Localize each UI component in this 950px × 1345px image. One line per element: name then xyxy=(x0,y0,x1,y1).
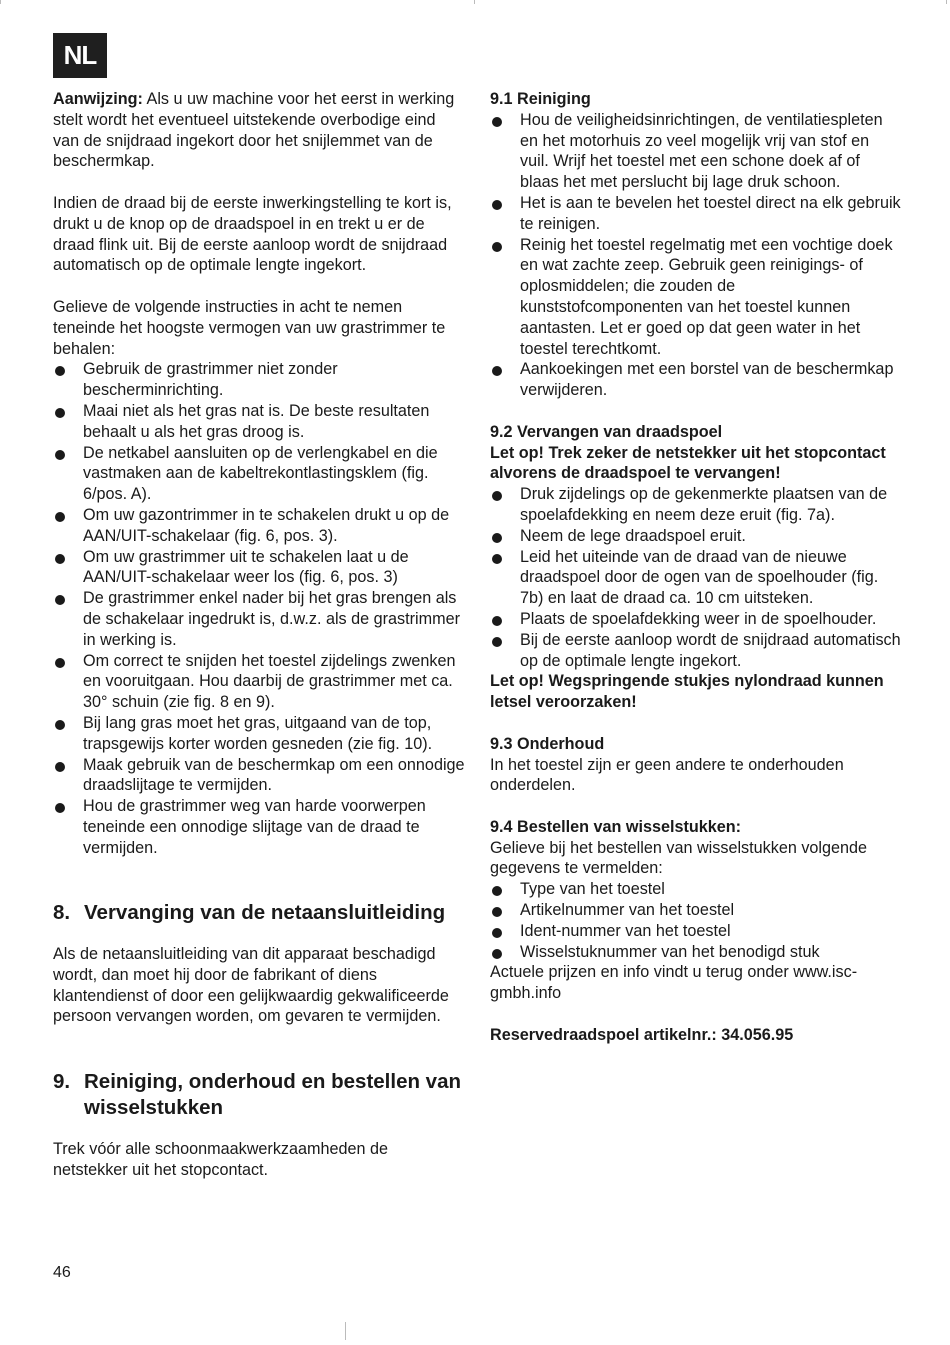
crop-mark xyxy=(474,0,475,4)
section-9-number: 9. xyxy=(53,1069,71,1093)
list-item: Leid het uiteinde van de draad van de nieuwe draadspoel door de ogen van de spoelhouder (fig. 7b) en laat de draad ca. 10 cm uitsteken. xyxy=(490,547,902,609)
instructions-list xyxy=(53,359,465,858)
ordering-list xyxy=(490,879,902,962)
spool-list xyxy=(490,484,902,671)
instructions-intro: Gelieve de volgende instructies in acht te nemen teneinde het hoogste vermogen van uw grastrimmer te behalen: xyxy=(53,297,446,358)
note-text: Als u uw machine voor het eerst in werking stelt wordt het eventueel uitstekende overbodige eind van de snijdraad ingekort door het snijlemmet van de beschermkap. xyxy=(53,90,455,171)
list-item: Om correct te snijden het toestel zijdelings zwenken en vooruitgaan. Hou daarbij de grastrimmer met ca. 30° schuin (zie fig. 8 en 9). xyxy=(53,651,465,713)
section-8-text: Als de netaansluitleiding van dit apparaat beschadigd wordt, dan moet hij door de fabrikant of diens klantendienst of door een gelijkwaardig gekwalificeerde persoon vervangen worden, om gevaren te vermijden. xyxy=(53,945,449,1026)
note-label: Aanwijzing: xyxy=(53,90,143,108)
list-item: Plaats de spoelafdekking weer in de spoelhouder. xyxy=(490,609,902,630)
crop-mark xyxy=(0,0,1,4)
list-item: Druk zijdelings op de gekenmerkte plaatsen van de spoelafdekking en neem deze eruit (fig. 7a). xyxy=(490,484,902,526)
maintenance-text: In het toestel zijn er geen andere te onderhouden onderdelen. xyxy=(490,755,844,795)
list-item: Om uw grastrimmer uit te schakelen laat u de AAN/UIT-schakelaar weer los (fig. 6, pos. 3) xyxy=(53,547,465,589)
list-item: Maai niet als het gras nat is. De beste resultaten behaalt u als het gras droog is. xyxy=(53,401,465,443)
spare-part-number: Reservedraadspoel artikelnr.: 34.056.95 xyxy=(490,1025,794,1044)
list-item: Reinig het toestel regelmatig met een vochtige doek en wat zachte zeep. Gebruik geen reinigings- of oplosmiddelen; die zouden de kunststofcomponenten van het toestel kunnen aantasten. Let er goed op dat geen water in het toestel terechtkomt. xyxy=(490,235,902,360)
list-item: Wisselstuknummer van het benodigd stuk xyxy=(490,942,902,963)
list-item: Hou de grastrimmer weg van harde voorwerpen teneinde een onnodige slijtage van de draad te vermijden. xyxy=(53,796,465,858)
section-9-title: Reiniging, onderhoud en bestellen van wisselstukken xyxy=(84,1069,462,1119)
language-badge: NL xyxy=(53,33,107,78)
list-item: Type van het toestel xyxy=(490,879,902,900)
right-column xyxy=(490,89,902,1046)
list-item: Hou de veiligheidsinrichtingen, de ventilatiespleten en het motorhuis zo veel mogelijk vrij van stof en vuil. Wrijf het toestel met een schone doek af of blaas het met perslucht bij lage druk schoon. xyxy=(490,110,902,193)
thread-paragraph: Indien de draad bij de eerste inwerkingstelling te kort is, drukt u de knop op de draadspoel in en trekt u er de draad flink uit. Bij de eerste aanloop wordt de snijdraad automatisch op de optimale lengte ingekort. xyxy=(53,193,452,275)
crop-mark xyxy=(946,0,947,4)
section-8-number: 8. xyxy=(53,901,71,925)
section-8-title: Vervanging van de netaansluitleiding xyxy=(84,901,446,925)
list-item: De grastrimmer enkel nader bij het gras brengen als de schakelaar ingedrukt is, d.w.z. als de grastrimmer in werking is. xyxy=(53,588,465,650)
list-item: Om uw gazontrimmer in te schakelen drukt u op de AAN/UIT-schakelaar (fig. 6, pos. 3). xyxy=(53,505,465,547)
ordering-text: Gelieve bij het bestellen van wisselstukken volgende gegevens te vermelden: xyxy=(490,838,868,878)
section-9-text: Trek vóór alle schoonmaakwerkzaamheden de netstekker uit het stopcontact. xyxy=(53,1139,389,1179)
section-9-3-title: 9.3 Onderhoud xyxy=(490,734,605,753)
list-item: Bij de eerste aanloop wordt de snijdraad automatisch op de optimale lengte ingekort. xyxy=(490,630,902,672)
list-item: Aankoekingen met een borstel van de beschermkap verwijderen. xyxy=(490,359,902,401)
list-item: De netkabel aansluiten op de verlengkabel en die vastmaken aan de kabeltrekontlastingsklem (fig. 6/pos. A). xyxy=(53,443,465,505)
nylon-warning: Let op! Wegspringende stukjes nylondraad kunnen letsel veroorzaken! xyxy=(490,672,884,712)
list-item: Ident-nummer van het toestel xyxy=(490,921,902,942)
section-9-4-title: 9.4 Bestellen van wisselstukken: xyxy=(490,817,742,836)
section-9-heading xyxy=(53,1069,465,1121)
crop-mark xyxy=(345,1322,346,1340)
list-item: Maak gebruik van de beschermkap om een onnodige draadslijtage te vermijden. xyxy=(53,755,465,797)
list-item: Neem de lege draadspoel eruit. xyxy=(490,526,902,547)
section-9-2-title: 9.2 Vervangen van draadspoel xyxy=(490,422,723,441)
prices-text: Actuele prijzen en info vindt u terug onder www.isc-gmbh.info xyxy=(490,963,858,1003)
spool-warning: Let op! Trek zeker de netstekker uit het stopcontact alvorens de draadspoel te vervangen! xyxy=(490,443,886,483)
section-9-1-title: 9.1 Reiniging xyxy=(490,90,591,108)
section-8-heading xyxy=(53,900,465,926)
note-paragraph xyxy=(53,89,465,172)
list-item: Artikelnummer van het toestel xyxy=(490,900,902,921)
list-item: Bij lang gras moet het gras, uitgaand van de top, trapsgewijs korter worden gesneden (zie fig. 10). xyxy=(53,713,465,755)
cleaning-list xyxy=(490,110,902,401)
page-number: 46 xyxy=(53,1264,71,1281)
list-item: Gebruik de grastrimmer niet zonder bescherminrichting. xyxy=(53,359,465,401)
left-column xyxy=(53,89,465,1180)
list-item: Het is aan te bevelen het toestel direct na elk gebruik te reinigen. xyxy=(490,193,902,235)
